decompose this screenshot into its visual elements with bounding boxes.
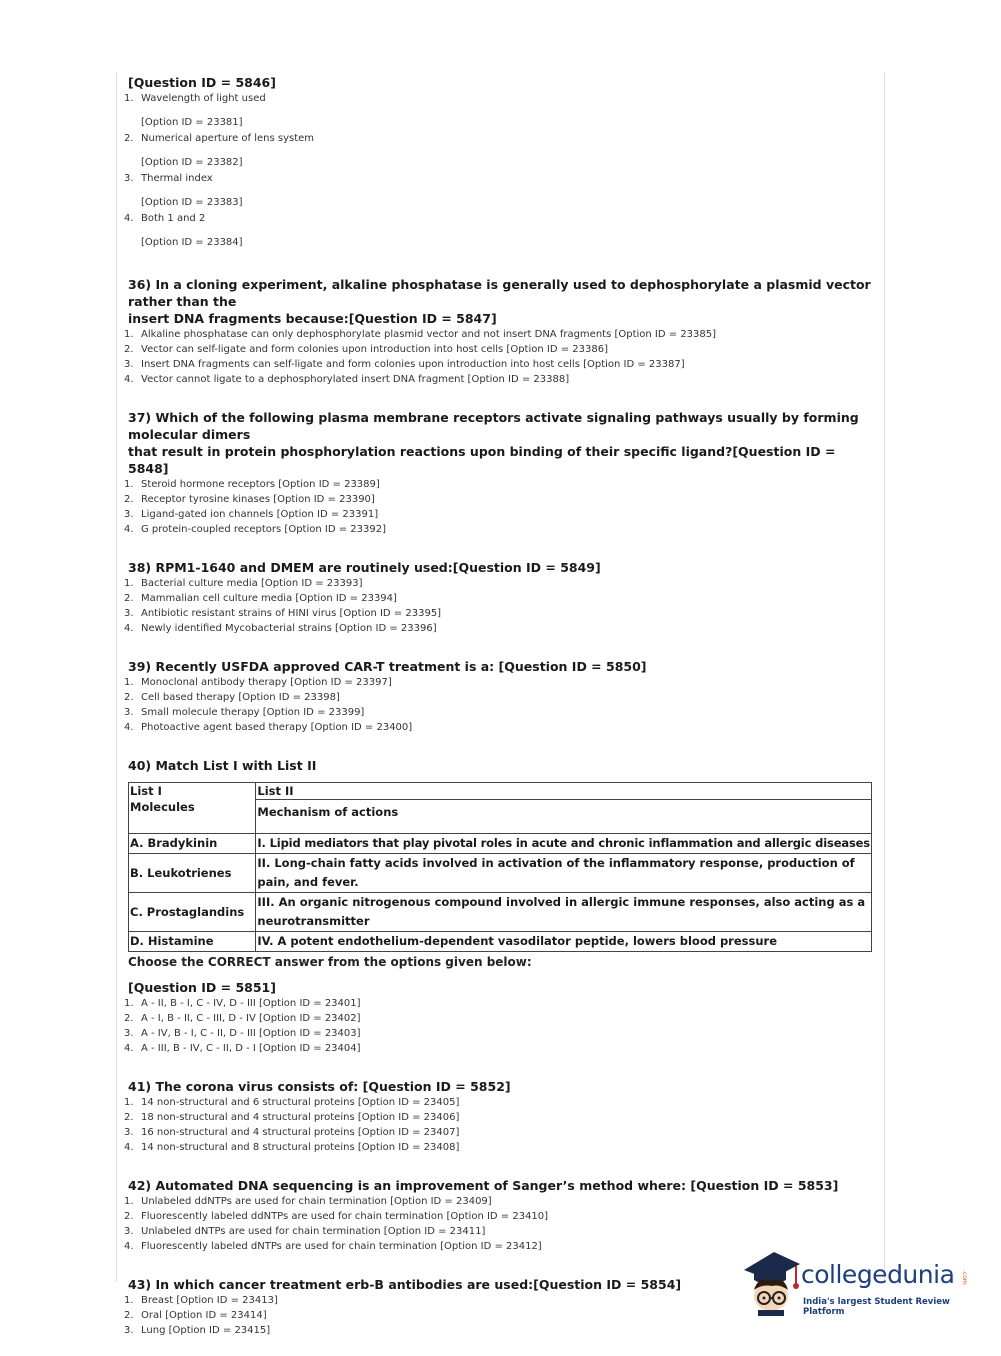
question-text: 41) The corona virus consists of: [Question ID = 5852] bbox=[128, 1079, 511, 1094]
question-40 bbox=[124, 757, 876, 1056]
question-text: 39) Recently USFDA approved CAR-T treatment is a: [Question ID = 5850] bbox=[128, 659, 647, 674]
option-text: Fluorescently labeled dNTPs are used for chain termination [Option ID = 23412] bbox=[141, 1241, 542, 1252]
question-paper-page bbox=[124, 74, 876, 1338]
question-38 bbox=[124, 559, 876, 636]
option-list bbox=[124, 996, 876, 1056]
option-text: Lung [Option ID = 23415] bbox=[141, 1325, 271, 1336]
question-text: 40) Match List I with List II bbox=[128, 758, 317, 773]
option-item bbox=[124, 1140, 876, 1155]
option-text: Alkaline phosphatase can only dephosphorylate plasmid vector and not insert DNA fragments [Option ID = 23385] bbox=[141, 329, 717, 340]
table-cell bbox=[129, 783, 256, 834]
option-text: A - I, B - II, C - III, D - IV [Option ID = 23402] bbox=[141, 1013, 361, 1024]
option-text: Oral [Option ID = 23414] bbox=[141, 1310, 267, 1321]
option-text: Mammalian cell culture media [Option ID = 23394] bbox=[141, 593, 397, 604]
option-item bbox=[124, 606, 876, 621]
option-number: 1. bbox=[124, 93, 134, 104]
option-number: 4. bbox=[124, 1043, 134, 1054]
list-two-heading: List II bbox=[256, 783, 871, 800]
option-id: [Option ID = 23383] bbox=[141, 197, 243, 208]
option-item bbox=[124, 1125, 876, 1140]
option-number: 3. bbox=[124, 1127, 134, 1138]
mascot-icon bbox=[740, 1246, 802, 1318]
option-text: Vector can self-ligate and form colonies upon introduction into host cells [Option ID = 23386] bbox=[141, 344, 608, 355]
table-cell: III. An organic nitrogenous compound involved in allergic immune responses, also acting as a neurotransmitter bbox=[256, 893, 872, 932]
option-item bbox=[124, 705, 876, 720]
option-number: 2. bbox=[124, 1310, 134, 1321]
option-number: 3. bbox=[124, 707, 134, 718]
option-number: 4. bbox=[124, 1241, 134, 1252]
option-number: 1. bbox=[124, 329, 134, 340]
question-37 bbox=[124, 409, 876, 537]
option-number: 1. bbox=[124, 578, 134, 589]
option-id: [Option ID = 23382] bbox=[141, 157, 243, 168]
table-cell: D. Histamine bbox=[129, 932, 256, 952]
option-number: 3. bbox=[124, 608, 134, 619]
collegedunia-logo[interactable] bbox=[740, 1246, 970, 1318]
match-table bbox=[128, 782, 872, 952]
option-text: Insert DNA fragments can self-ligate and form colonies upon introduction into host cells [Option ID = 23387] bbox=[141, 359, 685, 370]
table-cell: C. Prostaglandins bbox=[129, 893, 256, 932]
list-two-subheading: Mechanism of actions bbox=[257, 805, 399, 819]
option-text: Thermal index bbox=[141, 173, 213, 184]
option-item bbox=[124, 327, 876, 342]
option-text: 16 non-structural and 4 structural proteins [Option ID = 23407] bbox=[141, 1127, 460, 1138]
option-item bbox=[124, 621, 876, 636]
option-text: 18 non-structural and 4 structural proteins [Option ID = 23406] bbox=[141, 1112, 460, 1123]
option-item bbox=[124, 1209, 876, 1224]
table-cell: IV. A potent endothelium-dependent vasodilator peptide, lowers blood pressure bbox=[256, 932, 872, 952]
option-number: 3. bbox=[124, 1226, 134, 1237]
option-number: 3. bbox=[124, 173, 134, 184]
table-row bbox=[129, 893, 872, 932]
option-item bbox=[124, 996, 876, 1011]
option-text: Antibiotic resistant strains of HINI virus [Option ID = 23395] bbox=[141, 608, 442, 619]
option-text: Breast [Option ID = 23413] bbox=[141, 1295, 278, 1306]
option-list bbox=[124, 576, 876, 636]
option-number: 1. bbox=[124, 479, 134, 490]
option-list bbox=[124, 477, 876, 537]
option-number: 2. bbox=[124, 593, 134, 604]
question-36 bbox=[124, 276, 876, 387]
option-number: 2. bbox=[124, 494, 134, 505]
option-text: Bacterial culture media [Option ID = 23393] bbox=[141, 578, 363, 589]
option-item bbox=[124, 507, 876, 522]
table-cell: A. Bradykinin bbox=[129, 834, 256, 854]
option-text: Ligand-gated ion channels [Option ID = 23391] bbox=[141, 509, 379, 520]
option-item bbox=[124, 576, 876, 591]
left-margin-rule bbox=[116, 72, 117, 1282]
question-text: that result in protein phosphorylation reactions upon binding of their specific ligand?[Question ID = 5848] bbox=[128, 444, 836, 476]
option-number: 1. bbox=[124, 1196, 134, 1207]
option-item bbox=[124, 1011, 876, 1026]
option-text: Cell based therapy [Option ID = 23398] bbox=[141, 692, 340, 703]
option-list bbox=[124, 327, 876, 387]
option-text: Steroid hormone receptors [Option ID = 23389] bbox=[141, 479, 380, 490]
option-number: 4. bbox=[124, 623, 134, 634]
option-item bbox=[124, 1194, 876, 1209]
option-item bbox=[124, 211, 876, 251]
option-item bbox=[124, 1095, 876, 1110]
table-row bbox=[129, 932, 872, 952]
option-list bbox=[124, 1095, 876, 1155]
option-item bbox=[124, 591, 876, 606]
option-item bbox=[124, 372, 876, 387]
option-text: 14 non-structural and 6 structural proteins [Option ID = 23405] bbox=[141, 1097, 460, 1108]
option-number: 3. bbox=[124, 1028, 134, 1039]
brand-tagline: India's largest Student Review Platform bbox=[803, 1297, 950, 1317]
question-header: [Question ID = 5846] bbox=[128, 75, 276, 90]
option-text: Unlabeled dNTPs are used for chain termination [Option ID = 23411] bbox=[141, 1226, 486, 1237]
option-item bbox=[124, 171, 876, 211]
option-number: 1. bbox=[124, 677, 134, 688]
table-cell: B. Leukotrienes bbox=[129, 854, 256, 893]
table-cell bbox=[256, 783, 872, 834]
option-text: Receptor tyrosine kinases [Option ID = 23390] bbox=[141, 494, 375, 505]
option-item bbox=[124, 1323, 876, 1338]
option-item bbox=[124, 690, 876, 705]
option-item bbox=[124, 492, 876, 507]
question-text: 42) Automated DNA sequencing is an improvement of Sanger’s method where: [Question ID = 5853] bbox=[128, 1178, 839, 1193]
option-number: 2. bbox=[124, 1013, 134, 1024]
option-item bbox=[124, 1224, 876, 1239]
right-margin-rule bbox=[884, 72, 885, 1282]
option-number: 3. bbox=[124, 509, 134, 520]
option-text: A - IV, B - I, C - II, D - III [Option ID = 23403] bbox=[141, 1028, 361, 1039]
option-item bbox=[124, 720, 876, 735]
table-row bbox=[129, 783, 872, 834]
instruction-text: Choose the CORRECT answer from the options given below: bbox=[128, 955, 532, 969]
option-number: 2. bbox=[124, 344, 134, 355]
option-item bbox=[124, 131, 876, 171]
option-item bbox=[124, 1041, 876, 1056]
option-number: 2. bbox=[124, 1112, 134, 1123]
list-one-subheading: Molecules bbox=[130, 800, 195, 814]
option-text: 14 non-structural and 8 structural proteins [Option ID = 23408] bbox=[141, 1142, 460, 1153]
option-text: Vector cannot ligate to a dephosphorylated insert DNA fragment [Option ID = 23388] bbox=[141, 374, 570, 385]
question-text: 36) In a cloning experiment, alkaline phosphatase is generally used to dephosphorylate a plasmid vector rather than the bbox=[128, 277, 871, 309]
option-text: G protein-coupled receptors [Option ID = 23392] bbox=[141, 524, 386, 535]
question-text: 37) Which of the following plasma membrane receptors activate signaling pathways usually by forming molecular dimers bbox=[128, 410, 859, 442]
option-text: Newly identified Mycobacterial strains [Option ID = 23396] bbox=[141, 623, 437, 634]
option-item bbox=[124, 675, 876, 690]
option-list bbox=[124, 1194, 876, 1254]
table-cell: I. Lipid mediators that play pivotal roles in acute and chronic inflammation and allergic diseases bbox=[256, 834, 872, 854]
option-number: 4. bbox=[124, 374, 134, 385]
option-text: Fluorescently labeled ddNTPs are used for chain termination [Option ID = 23410] bbox=[141, 1211, 549, 1222]
question-text: insert DNA fragments because:[Question ID = 5847] bbox=[128, 311, 497, 326]
option-number: 1. bbox=[124, 998, 134, 1009]
option-text: A - III, B - IV, C - II, D - I [Option ID = 23404] bbox=[141, 1043, 361, 1054]
option-text: Both 1 and 2 bbox=[141, 213, 206, 224]
option-number: 4. bbox=[124, 524, 134, 535]
option-text: Wavelength of light used bbox=[141, 93, 266, 104]
option-list bbox=[124, 675, 876, 735]
option-list bbox=[124, 91, 876, 251]
list-one-heading: List I bbox=[130, 784, 162, 798]
option-text: A - II, B - I, C - IV, D - III [Option ID = 23401] bbox=[141, 998, 361, 1009]
option-number: 1. bbox=[124, 1295, 134, 1306]
option-number: 2. bbox=[124, 133, 134, 144]
option-number: 3. bbox=[124, 1325, 134, 1336]
option-item bbox=[124, 477, 876, 492]
option-item bbox=[124, 342, 876, 357]
question-text: 38) RPM1-1640 and DMEM are routinely used:[Question ID = 5849] bbox=[128, 560, 601, 575]
option-number: 4. bbox=[124, 213, 134, 224]
option-item bbox=[124, 1026, 876, 1041]
option-number: 4. bbox=[124, 722, 134, 733]
table-row bbox=[129, 834, 872, 854]
question-35 bbox=[124, 74, 876, 251]
option-id: [Option ID = 23381] bbox=[141, 117, 243, 128]
question-text: 43) In which cancer treatment erb-B antibodies are used:[Question ID = 5854] bbox=[128, 1277, 682, 1292]
option-id: [Option ID = 23384] bbox=[141, 237, 243, 248]
option-number: 4. bbox=[124, 1142, 134, 1153]
option-number: 1. bbox=[124, 1097, 134, 1108]
option-text: Small molecule therapy [Option ID = 23399] bbox=[141, 707, 365, 718]
option-text: Photoactive agent based therapy [Option ID = 23400] bbox=[141, 722, 413, 733]
option-number: 2. bbox=[124, 1211, 134, 1222]
option-item bbox=[124, 522, 876, 537]
option-text: Monoclonal antibody therapy [Option ID = 23397] bbox=[141, 677, 392, 688]
option-number: 3. bbox=[124, 359, 134, 370]
option-item bbox=[124, 1110, 876, 1125]
option-text: Numerical aperture of lens system bbox=[141, 133, 315, 144]
question-39 bbox=[124, 658, 876, 735]
question-header: [Question ID = 5851] bbox=[128, 980, 276, 995]
option-text: Unlabeled ddNTPs are used for chain termination [Option ID = 23409] bbox=[141, 1196, 492, 1207]
table-row bbox=[129, 854, 872, 893]
table-cell: II. Long-chain fatty acids involved in activation of the inflammatory response, production of pain, and fever. bbox=[256, 854, 872, 893]
option-number: 2. bbox=[124, 692, 134, 703]
option-item bbox=[124, 91, 876, 131]
brand-domain: .com bbox=[961, 1270, 968, 1285]
question-42 bbox=[124, 1177, 876, 1254]
question-41 bbox=[124, 1078, 876, 1155]
option-item bbox=[124, 357, 876, 372]
brand-name: collegedunia bbox=[801, 1260, 955, 1289]
